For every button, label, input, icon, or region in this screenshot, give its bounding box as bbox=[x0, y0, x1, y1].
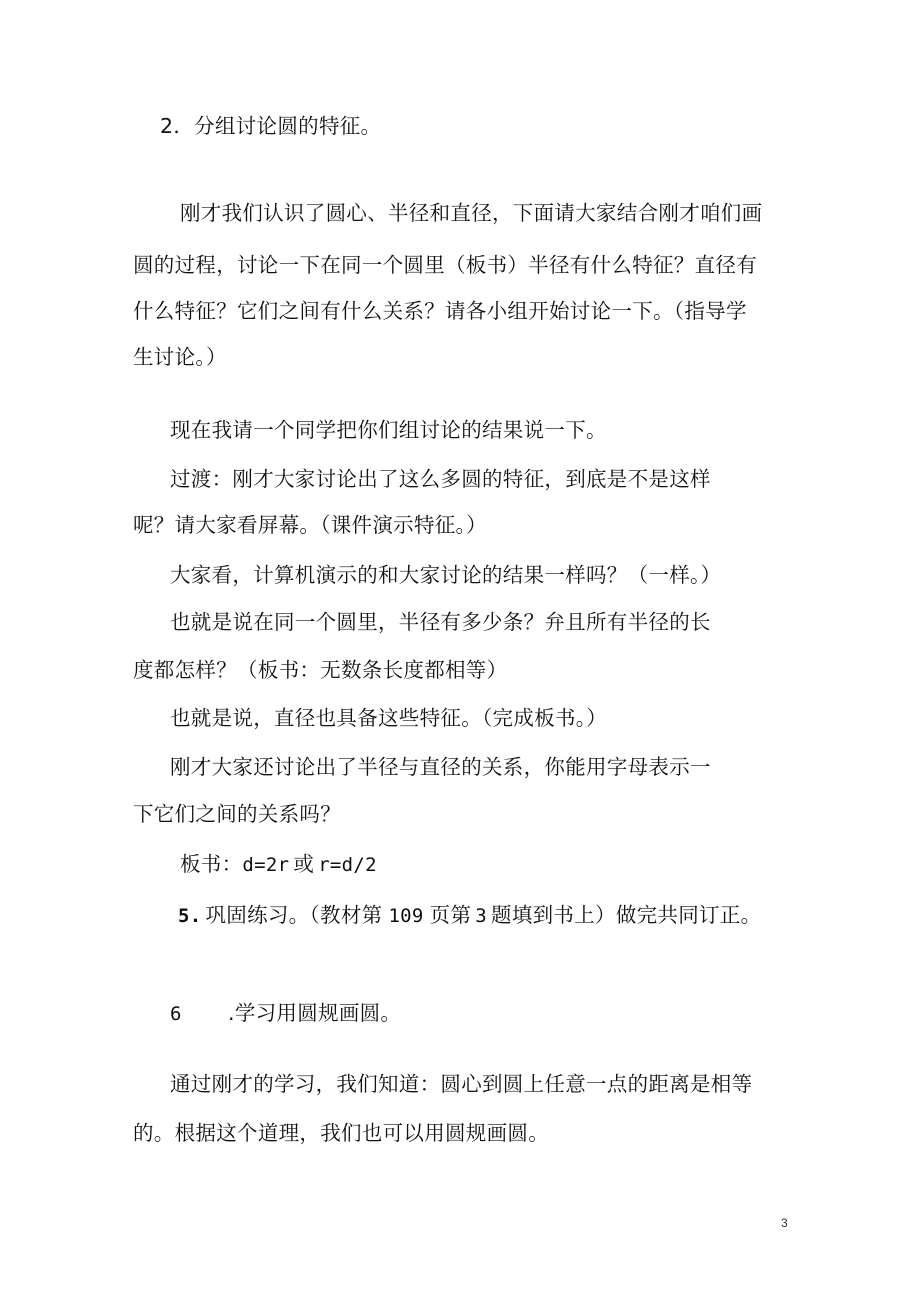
question-number: 3 bbox=[475, 905, 488, 927]
paragraph-line: 也就是说在同一个圆里，半径有多少条？弁且所有半径的长 bbox=[170, 610, 711, 634]
paragraph-line: 现在我请一个同学把你们组讨论的结果说一下。 bbox=[170, 418, 607, 442]
formula-or: 或 bbox=[293, 852, 315, 876]
paragraph-line: 呢？请大家看屏幕。（课件演示特征。） bbox=[133, 513, 487, 537]
section-heading-6 bbox=[170, 999, 401, 1028]
item-text: 题填到书上）做完共同订正。 bbox=[491, 903, 762, 927]
paragraph-line: 刚才我们认识了圆心、半径和直径，下面请大家结合刚才咱们画 bbox=[180, 201, 763, 225]
formula-radius: r=d/2 bbox=[318, 854, 377, 876]
board-formula bbox=[180, 850, 377, 879]
item-text: 页第 bbox=[429, 903, 472, 927]
item-text: .学习用圆规画圆。 bbox=[228, 1001, 402, 1025]
page-number: 3 bbox=[781, 1216, 788, 1230]
paragraph-line: 大家看，计算机演示的和大家讨论的结果一样吗？（一样。） bbox=[170, 563, 722, 587]
paragraph-line: 度都怎样？（板书：无数条长度都相等） bbox=[133, 658, 508, 682]
paragraph-line: 通过刚才的学习，我们知道：圆心到圆上任意一点的距离是相等 bbox=[170, 1072, 753, 1096]
paragraph-line: 也就是说，直径也具备这些特征。（完成板书。） bbox=[170, 706, 608, 730]
exercise-item-5 bbox=[178, 901, 761, 930]
paragraph-line: 刚才大家还讨论出了半径与直径的关系，你能用字母表示一 bbox=[170, 755, 711, 779]
item-number: 5. bbox=[178, 905, 202, 927]
paragraph-line: 下它们之间的关系吗？ bbox=[133, 802, 341, 826]
paragraph-line: 圆的过程，讨论一下在同一个圆里（板书）半径有什么特征？直径有 bbox=[133, 253, 757, 277]
paragraph-line: 什么特征？它们之间有什么关系？请各小组开始讨论一下。（指导学 bbox=[133, 299, 747, 323]
item-number: 6 bbox=[170, 1003, 182, 1025]
section-heading-2: 2．分组讨论圆的特征。 bbox=[160, 114, 382, 138]
textbook-page-number: 109 bbox=[388, 905, 424, 927]
paragraph-line: 的。根据这个道理，我们也可以用圆规画圆。 bbox=[133, 1121, 549, 1145]
paragraph-line: 生讨论。） bbox=[133, 345, 227, 369]
item-text: 巩固练习。（教材第 bbox=[205, 903, 383, 927]
board-label: 板书： bbox=[180, 852, 243, 876]
formula-diameter: d=2r bbox=[242, 854, 290, 876]
paragraph-line: 过渡：刚才大家讨论出了这么多圆的特征，到底是不是这样 bbox=[170, 467, 711, 491]
